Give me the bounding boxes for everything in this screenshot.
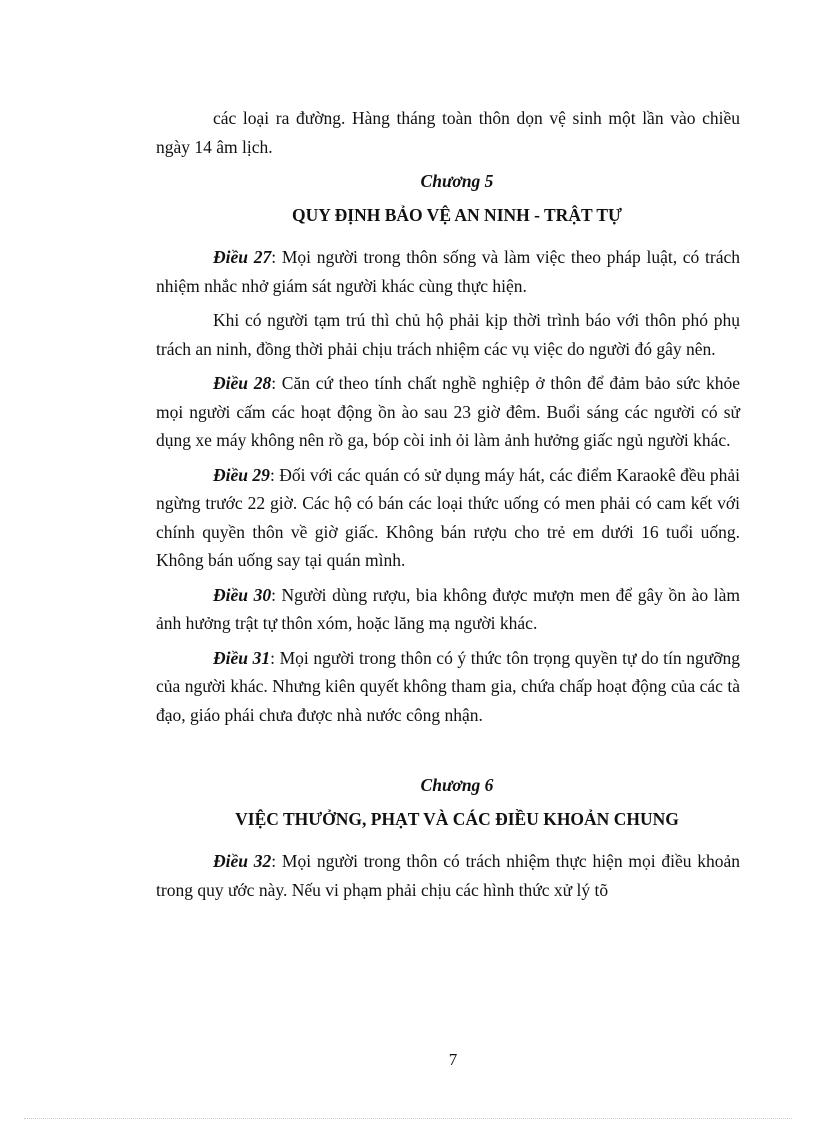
article-27 [156,243,740,300]
article-27-continuation [156,306,740,363]
opening-paragraph: các loại ra đường. Hàng tháng toàn thôn dọn vệ sinh một lần vào chiều ngày 14 âm lịch. [156,108,740,157]
article-30 [156,581,740,638]
article-29-text: : Đối với các quán có sử dụng máy hát, các điểm Karaokê đều phải ngừng trước 22 giờ. Các hộ có bán các loại thức uống có men phải có cam kết với chính quyền thôn về giờ giấc. Không bán rượu cho trẻ em dưới 16 tuổi uống. Không bán uống say tại quán mình. [156,464,740,570]
article-32-label: Điều 32 [213,851,272,871]
article-28-label: Điều 28 [213,373,272,393]
document-body [156,104,740,910]
article-30-label: Điều 30 [213,584,272,605]
chapter-5-label: Chương 5 [420,171,494,191]
page-bottom-divider [24,1118,792,1119]
article-31-label: Điều 31 [213,647,271,668]
article-27-continuation-text: Khi có người tạm trú thì chủ hộ phải kịp thời trình báo với thôn phó phụ trách an ninh, đồng thời phải chịu trách nhiệm các vụ việc do người đó gây nên. [156,310,740,359]
article-31 [156,644,740,730]
article-29 [156,461,740,575]
article-31-text: : Mọi người trong thôn có ý thức tôn trọng quyền tự do tín ngưỡng của người khác. Nhưng kiên quyết không tham gia, chứa chấp hoạt động của các tà đạo, giáo phái chưa được nhà nước công nhận. [156,647,741,725]
article-30-text: : Người dùng rượu, bia không được mượn men để gây ồn ào làm ảnh hưởng trật tự thôn xóm, hoặc lăng mạ người khác. [156,584,741,633]
article-32-text: : Mọi người trong thôn có trách nhiệm thực hiện mọi điều khoản trong quy ước này. Nếu vi phạm phải chịu các hình thức xử lý tõ [156,851,740,900]
article-27-text: : Mọi người trong thôn sống và làm việc theo pháp luật, có trách nhiệm nhắc nhở giám sát người khác cùng thực hiện. [156,247,741,296]
article-32 [156,847,740,904]
article-27-label: Điều 27 [213,247,272,267]
article-29-label: Điều 29 [213,464,270,485]
article-28 [156,369,740,455]
chapter-5-title: QUY ĐỊNH BẢO VỆ AN NINH - TRẬT TỰ [292,204,622,225]
article-28-text: : Căn cứ theo tính chất nghề nghiệp ở thôn để đảm bảo sức khỏe mọi người cấm các hoạt động ồn ào sau 23 giờ đêm. Buổi sáng các người có sử dụng xe máy không nên rồ ga, bóp còi inh ỏi làm ảnh hưởng giấc ngủ người khác. [156,373,741,450]
chapter-6-title: VIỆC THƯỞNG, PHẠT VÀ CÁC ĐIỀU KHOẢN CHUNG [235,808,679,829]
page-number: 7 [448,1050,458,1069]
chapter-6-label: Chương 6 [420,775,494,795]
chapter-spacer [156,735,740,771]
